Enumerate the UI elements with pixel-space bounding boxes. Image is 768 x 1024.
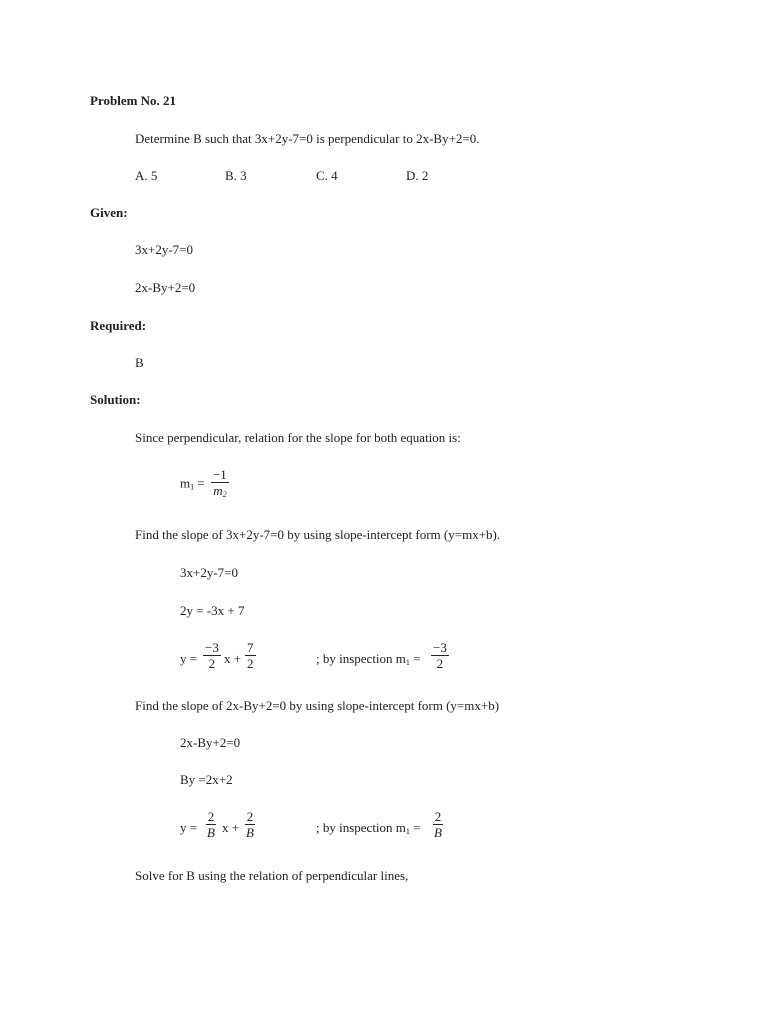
step1-y-mid: x + <box>224 651 242 666</box>
step1-equation-1: 3x+2y-7=0 <box>180 565 238 580</box>
choice-c: C. 4 <box>316 168 338 183</box>
step2-fraction-2: $\frac{2}{B}$ <box>246 809 254 840</box>
required-value: B <box>135 355 144 370</box>
step1-y-prefix: y = <box>180 651 198 666</box>
relation-numerator: −1 <box>212 467 227 482</box>
solution-label: Solution: <box>90 392 141 407</box>
relation-equals: = <box>197 475 205 491</box>
step1-inspection-fraction: $\frac{-3}{2}$ <box>433 640 447 671</box>
step1-fraction-2: $\frac{7}{2}$ <box>247 640 254 671</box>
slope-relation-equation <box>180 467 232 502</box>
choice-d: D. 2 <box>406 168 429 183</box>
step1-text: Find the slope of 3x+2y-7=0 by using slope-intercept form (y=mx+b). <box>135 527 501 542</box>
step2-text: Find the slope of 2x-By+2=0 by using slope-intercept form (y=mx+b) <box>135 698 500 713</box>
step2-y-mid: x + <box>222 820 240 835</box>
step2-inspection-fraction: $\frac{2}{B}$ <box>434 809 442 840</box>
given-label: Given: <box>90 205 128 220</box>
step1-fraction-1: $\frac{-3}{2}$ <box>205 640 219 671</box>
step2-fraction-1: $\frac{2}{B}$ <box>207 809 215 840</box>
relation-fraction <box>211 467 229 502</box>
required-label: Required: <box>90 318 147 333</box>
step2-equation-1: 2x-By+2=0 <box>180 735 241 750</box>
relation-lhs-sub: 1 <box>190 482 195 492</box>
relation-denominator: $m_2$ <box>213 483 227 499</box>
solution-intro: Since perpendicular, relation for the slope for both equation is: <box>135 430 461 445</box>
given-equation-2: 2x-By+2=0 <box>135 280 196 295</box>
problem-statement: Determine B such that 3x+2y-7=0 is perpendicular to 2x-By+2=0. <box>135 131 480 146</box>
step2-inspection-label: ; by inspection $m_1$ = <box>316 820 421 836</box>
relation-lhs: m <box>180 475 191 491</box>
final-step-text: Solve for B using the relation of perpendicular lines, <box>135 868 409 883</box>
answer-choices <box>135 168 535 184</box>
step2-equation-2: By =2x+2 <box>180 772 233 787</box>
given-equation-1: 3x+2y-7=0 <box>135 242 193 257</box>
problem-heading: Problem No. 21 <box>90 93 177 108</box>
step1-slope-intercept <box>180 640 480 680</box>
step1-inspection-label: ; by inspection $m_1$ = <box>316 651 421 667</box>
step2-y-prefix: y = <box>180 820 198 835</box>
step2-slope-intercept <box>180 809 480 849</box>
choice-b: B. 3 <box>225 168 247 183</box>
step1-equation-2: 2y = -3x + 7 <box>180 603 245 618</box>
choice-a: A. 5 <box>135 168 158 183</box>
